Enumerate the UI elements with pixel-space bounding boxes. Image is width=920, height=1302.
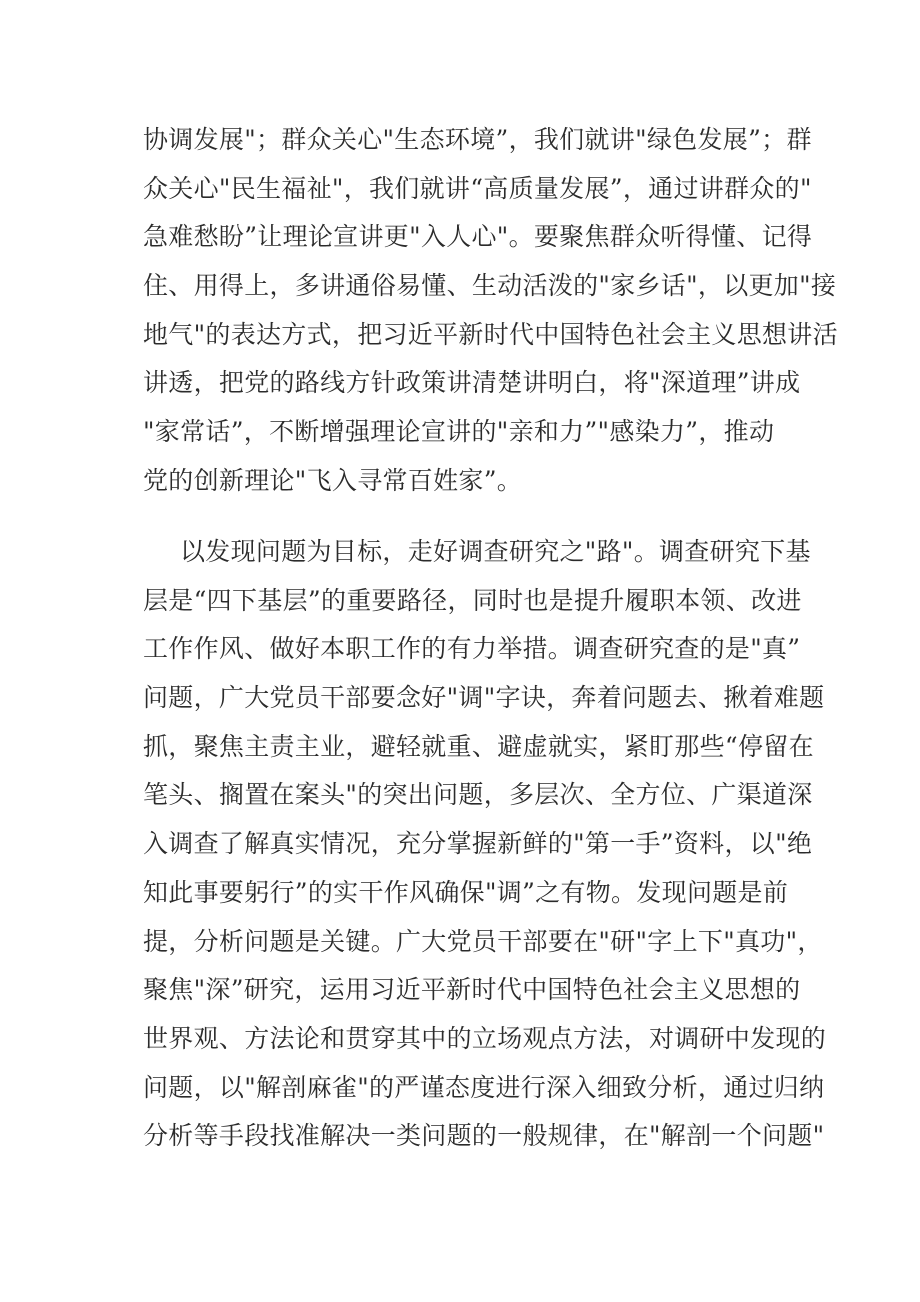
text-line: 问题，广大党员干部要念好"调"字诀，奔着问题去、揪着难题: [143, 683, 825, 713]
text-line: 党的创新理论"飞入寻常百姓家”。: [143, 465, 523, 495]
text-line: 笔头、搁置在案头"的突出问题，多层次、全方位、广渠道深: [143, 780, 813, 810]
text-line: 层是“四下基层”的重要路径，同时也是提升履职本领、改进: [143, 585, 802, 615]
text-line: 讲透，把党的路线方针政策讲清楚讲明白，将"深道理”讲成: [143, 368, 801, 398]
text-line: 问题，以"解剖麻雀"的严谨态度进行深入细致分析，通过归纳: [143, 1072, 825, 1102]
paragraph-1: [143, 116, 838, 506]
text-line: 以发现问题为目标，走好调查研究之"路"。调查研究下基: [180, 537, 811, 566]
text-line: 知此事要躬行”的实干作风确保"调”之有物。发现问题是前: [143, 877, 789, 907]
text-line: 地气"的表达方式，把习近平新时代中国特色社会主义思想讲活: [143, 319, 838, 349]
text-line: 提，分析问题是关键。广大党员干部要在"研"字上下"真功"，: [143, 926, 823, 956]
text-line: 住、用得上，多讲通俗易懂、生动活泼的"家乡话"，以更加"接: [143, 271, 837, 301]
text-line: 工作作风、做好本职工作的有力举措。调查研究查的是"真”: [143, 634, 801, 664]
text-line: 世界观、方法论和贯穿其中的立场观点方法，对调研中发现的: [143, 1023, 827, 1053]
text-line: 聚焦"深”研究，运用习近平新时代中国特色社会主义思想的: [143, 975, 801, 1005]
text-line: 众关心"民生福祉"，我们就讲“高质量发展”，通过讲群众的": [143, 173, 812, 203]
text-line: 急难愁盼”让理论宣讲更"入人心"。要聚焦群众听得懂、记得: [143, 222, 813, 252]
text-line: 分析等手段找准解决一类问题的一般规律，在"解剖一个问题": [143, 1121, 825, 1151]
text-line: 抓，聚焦主责主业，避轻就重、避虚就实，紧盯那些“停留在: [143, 731, 814, 761]
paragraph-2: [143, 528, 827, 1161]
text-line: "家常话”，不断增强理论宣讲的"亲和力”"感染力”，推动: [143, 417, 775, 447]
text-line: 入调查了解真实情况，充分掌握新鲜的"第一手”资料，以"绝: [143, 829, 813, 859]
text-line: 协调发展"；群众关心"生态环境”，我们就讲"绿色发展”；群: [143, 125, 812, 154]
